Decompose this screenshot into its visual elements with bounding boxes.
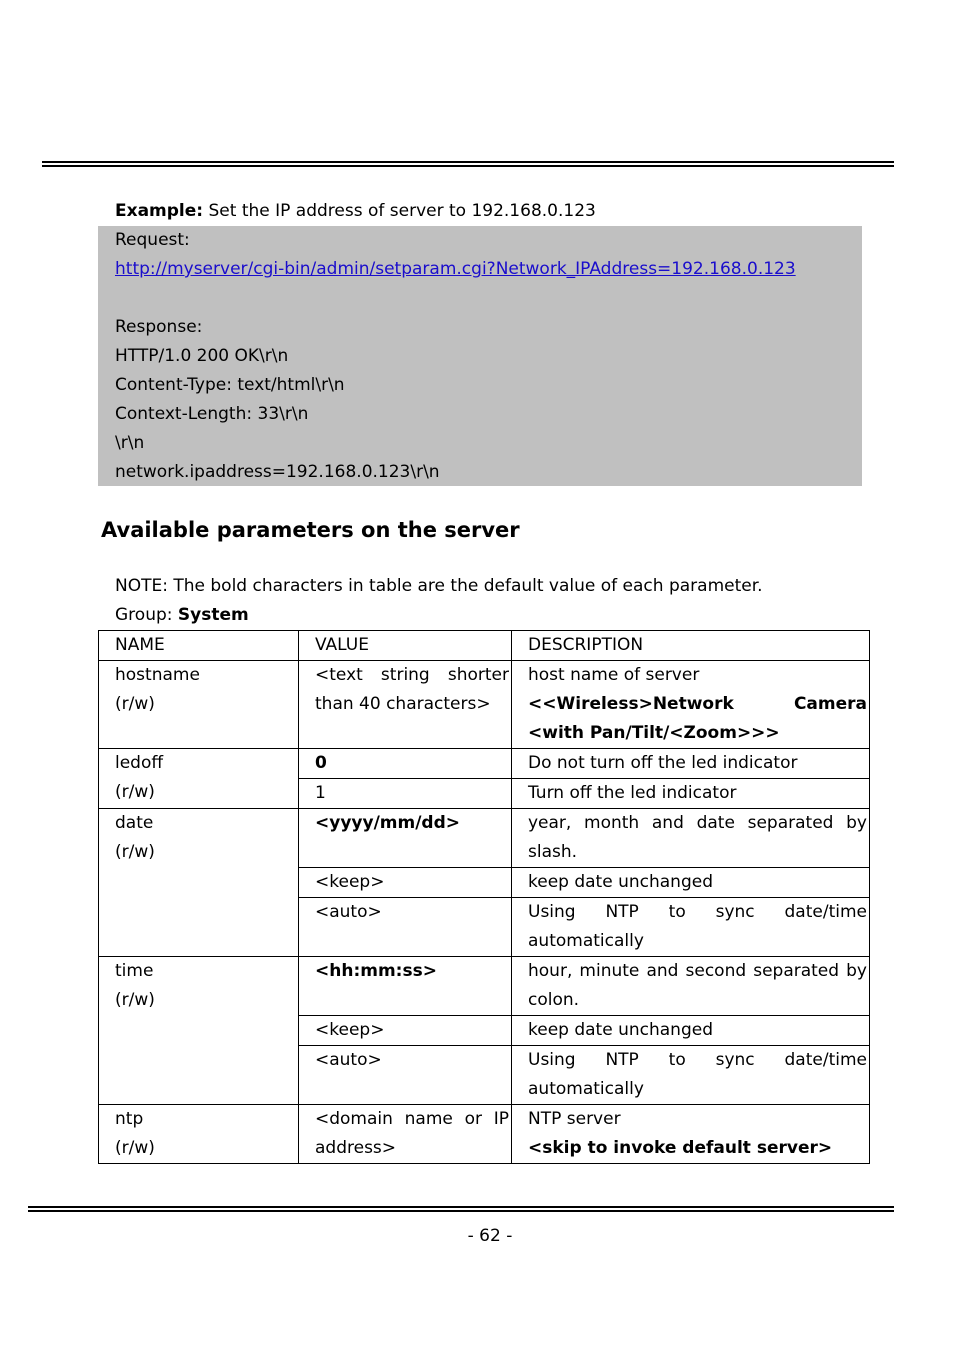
param-desc-cell <box>512 661 870 749</box>
header-rule <box>42 161 894 167</box>
param-desc: keep date unchanged <box>528 1020 713 1040</box>
param-desc: host name of server <box>528 665 700 685</box>
param-access: (r/w) <box>115 694 155 714</box>
param-value-cell <box>299 809 512 868</box>
param-name-cell <box>99 661 299 749</box>
param-value: <keep> <box>315 872 385 892</box>
param-value: <text string shorter than 40 characters> <box>315 665 509 714</box>
group-line <box>115 603 249 627</box>
table-row <box>99 957 870 1016</box>
param-default: <<Wireless>Network Camera <with Pan/Tilt/<Zoom>>> <box>528 694 867 743</box>
example-text: Set the IP address of server to 192.168.0.123 <box>203 201 596 221</box>
param-value-cell <box>299 957 512 1016</box>
param-value: <yyyy/mm/dd> <box>315 813 460 833</box>
footer-rule <box>28 1206 894 1212</box>
param-default: <skip to invoke default server> <box>528 1138 833 1158</box>
param-access: (r/w) <box>115 842 155 862</box>
param-name: ledoff <box>115 753 164 773</box>
param-desc-cell <box>512 1105 870 1164</box>
code-box <box>98 226 862 486</box>
header-cell: VALUE <box>299 631 512 661</box>
param-value-cell <box>299 749 512 779</box>
param-access: (r/w) <box>115 1138 155 1158</box>
response-line: \r\n <box>115 433 145 453</box>
table-row <box>99 809 870 868</box>
param-name: ntp <box>115 1109 144 1129</box>
group-label: Group: <box>115 605 178 625</box>
param-desc-cell <box>512 779 870 809</box>
param-desc-cell <box>512 1046 870 1105</box>
param-desc: Turn off the led indicator <box>528 783 737 803</box>
page-number: - 62 - <box>467 1226 513 1246</box>
param-desc: year, month and date separated by slash. <box>528 813 867 862</box>
header-cell: DESCRIPTION <box>512 631 870 661</box>
param-value: <auto> <box>315 1050 382 1070</box>
response-line: Content-Type: text/html\r\n <box>115 375 345 395</box>
param-value: <hh:mm:ss> <box>315 961 437 981</box>
header-cell: NAME <box>99 631 299 661</box>
param-name: time <box>115 961 154 981</box>
param-name-cell <box>99 957 299 1105</box>
section-title: Available parameters on the server <box>101 518 520 542</box>
param-name: date <box>115 813 154 833</box>
parameters-table <box>98 630 870 1164</box>
param-desc-cell <box>512 1016 870 1046</box>
request-label: Request: <box>115 230 190 250</box>
response-line: HTTP/1.0 200 OK\r\n <box>115 346 289 366</box>
param-value-cell <box>299 779 512 809</box>
param-desc: Using NTP to sync date/time automatically <box>528 902 867 951</box>
param-name-cell <box>99 1105 299 1164</box>
table-row <box>99 749 870 779</box>
param-desc: Using NTP to sync date/time automatically <box>528 1050 867 1099</box>
param-desc-cell <box>512 809 870 868</box>
param-desc-cell <box>512 749 870 779</box>
param-desc-cell <box>512 868 870 898</box>
param-name-cell <box>99 749 299 809</box>
request-url-link[interactable]: http://myserver/cgi-bin/admin/setparam.cgi?Network_IPAddress=192.168.0.123 <box>115 259 796 279</box>
param-value-cell <box>299 1105 512 1164</box>
param-desc-cell <box>512 898 870 957</box>
example-line <box>115 199 596 223</box>
response-label: Response: <box>115 317 203 337</box>
group-name: System <box>177 605 249 625</box>
response-line: network.ipaddress=192.168.0.123\r\n <box>115 462 440 482</box>
param-desc: hour, minute and second separated by colon. <box>528 961 867 1010</box>
param-access: (r/w) <box>115 782 155 802</box>
param-value-cell <box>299 1046 512 1105</box>
param-access: (r/w) <box>115 990 155 1010</box>
param-value-cell <box>299 661 512 749</box>
table-header-row <box>99 631 870 661</box>
param-desc: Do not turn off the led indicator <box>528 753 798 773</box>
param-name: hostname <box>115 665 200 685</box>
param-value-cell <box>299 1016 512 1046</box>
param-value: <keep> <box>315 1020 385 1040</box>
table-row <box>99 661 870 749</box>
param-value-cell <box>299 898 512 957</box>
param-desc: keep date unchanged <box>528 872 713 892</box>
param-value-cell <box>299 868 512 898</box>
param-name-cell <box>99 809 299 957</box>
param-value: 1 <box>315 783 326 803</box>
param-value: <domain name or IP address> <box>315 1109 509 1158</box>
response-line: Context-Length: 33\r\n <box>115 404 309 424</box>
param-value: <auto> <box>315 902 382 922</box>
param-value: 0 <box>315 753 327 773</box>
table-row <box>99 1105 870 1164</box>
param-desc-cell <box>512 957 870 1016</box>
param-desc: NTP server <box>528 1109 621 1129</box>
note-text: NOTE: The bold characters in table are the default value of each parameter. <box>115 576 763 596</box>
example-label: Example: <box>115 201 204 221</box>
